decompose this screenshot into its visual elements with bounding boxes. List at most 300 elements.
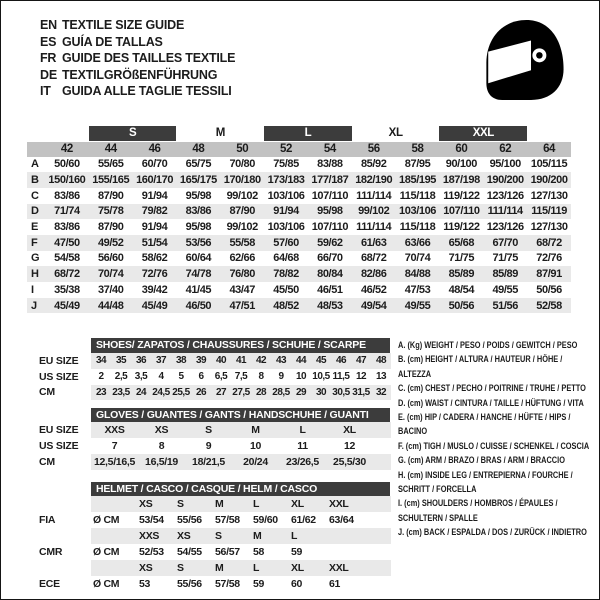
measurement-cell: 48/53 [308, 298, 352, 314]
measurement-cell: 103/106 [396, 204, 440, 220]
measurement-cell: 83/86 [176, 204, 220, 220]
size-cell: 26 [191, 385, 211, 401]
row-label-cell: G [27, 251, 45, 267]
measurement-cell: 87/95 [404, 158, 431, 171]
measurement-cell: 85/89 [483, 266, 527, 282]
size-cell: 31,5 [351, 385, 371, 401]
measurement-row-A [27, 157, 571, 173]
row-label-cell: US SIZE [31, 369, 91, 385]
language-row-fr [40, 50, 235, 67]
size-cell: 34 [91, 353, 111, 369]
legend-item-i: I. (cm) SHOULDERS / HOMBROS / ÉPAULES / SCHULTERN / SPALLE [398, 498, 558, 523]
size-cell: S [185, 422, 232, 438]
size-row-eu-size [31, 353, 391, 369]
measurement-cell: 107/110 [311, 189, 349, 202]
row-label-cell: B [27, 172, 45, 188]
size-cell: L [279, 422, 326, 438]
measurement-cell: 115/118 [399, 221, 436, 234]
language-code: DE [40, 67, 57, 82]
helmet-size-cell: M [251, 528, 289, 544]
size-cell: 2,5 [114, 371, 128, 383]
legend-item-e: E. (cm) HIP / CADERA / HANCHE / HÜFTE / HIPS / BACINO [398, 412, 571, 437]
row-label-cell: C [27, 188, 45, 204]
measurement-row-I [27, 282, 571, 298]
measurement-cell: 65/75 [185, 158, 212, 171]
measurement-cell: 75/85 [273, 158, 299, 171]
helmet-value-cell: 56/57 [215, 546, 240, 558]
measurement-cell: 107/110 [439, 204, 483, 220]
measurement-cell: 49/52 [89, 235, 133, 251]
size-cell: 48 [371, 353, 391, 369]
measurement-cell: 72/76 [133, 266, 177, 282]
measurement-cell: 74/78 [176, 266, 220, 282]
column-header-cell: 64 [527, 141, 571, 157]
filler-cell [365, 496, 391, 512]
measurement-cell: 95/98 [185, 189, 212, 202]
row-label-cell: J [27, 298, 45, 314]
size-cell: 18/21,5 [185, 454, 232, 470]
measurement-cell: 65/68 [439, 235, 483, 251]
size-cell: 23/26,5 [279, 454, 326, 470]
size-cell: 30 [311, 385, 331, 401]
helmet-size-cell: XXS [137, 528, 175, 544]
row-label-cell: D [27, 204, 45, 220]
helmet-size-cell: XL [289, 496, 327, 512]
size-cell: 8 [258, 371, 264, 383]
language-title: GUIDA ALLE TAGLIE TESSILI [62, 84, 232, 98]
size-cell: 35 [111, 353, 131, 369]
measurement-cell: 50/56 [536, 283, 562, 296]
gloves-section-title: GLOVES / GUANTES / GANTS / HANDSCHUHE / GUANTI [91, 408, 390, 423]
language-title: TEXTILGRÖßENFÜHRUNG [62, 67, 218, 82]
measurement-cell: 111/114 [356, 189, 392, 202]
size-cell: 27,5 [231, 385, 251, 401]
filler-cell [373, 454, 391, 470]
helmet-size-cell: XL [289, 560, 327, 576]
size-cell: 6,5 [214, 371, 228, 383]
row-label-cell: A [27, 157, 45, 173]
helmet-value-cell: 57/58 [215, 514, 240, 526]
measurement-cell: 46/50 [176, 298, 220, 314]
shoes-section-title: SHOES/ ZAPATOS / CHAUSSURES / SCHUHE / SCARPE [91, 338, 390, 353]
filler-cell [373, 438, 391, 454]
helmet-value-cell: 52/53 [139, 546, 164, 558]
size-cell: 5 [178, 371, 184, 383]
spacer-cell [27, 126, 89, 141]
language-code: ES [40, 34, 57, 49]
measurement-cell: 68/72 [45, 266, 89, 282]
measurement-cell: 60/64 [185, 252, 212, 265]
size-cell: 10 [249, 440, 262, 452]
helmet-size-cell: M [213, 496, 251, 512]
helmet-size-cell: XS [175, 528, 213, 544]
helmet-size-cell: S [175, 560, 213, 576]
spacer-cell [27, 141, 45, 157]
measurement-cell: 127/130 [530, 189, 568, 202]
measurement-cell: 48/52 [264, 298, 308, 314]
measurement-cell: 190/200 [483, 172, 527, 188]
measurement-cell: 173/183 [264, 172, 308, 188]
diameter-unit-cell: Ø CM [93, 514, 120, 526]
measurement-cell: 105/115 [530, 158, 568, 171]
size-cell: XS [138, 422, 185, 438]
measurement-cell: 37/40 [97, 283, 124, 296]
measurement-cell: 84/88 [396, 266, 440, 282]
measurement-cell: 59/62 [308, 235, 352, 251]
measurement-cell: 155/165 [89, 172, 133, 188]
size-cell: 44 [291, 353, 311, 369]
helmet-size-cell: M [213, 560, 251, 576]
language-code: IT [40, 84, 51, 98]
size-cell: 45 [311, 353, 331, 369]
size-cell: 28 [251, 385, 271, 401]
measurement-cell: 71/75 [448, 252, 475, 265]
measurement-cell: 51/54 [133, 235, 177, 251]
column-header-cell: 48 [176, 141, 220, 157]
column-header-cell: 56 [352, 141, 396, 157]
helmet-size-cell: XXL [327, 560, 365, 576]
size-cell: 11,5 [332, 371, 350, 383]
column-header-row [27, 141, 571, 157]
measurement-cell: 49/55 [396, 298, 440, 314]
measurement-cell: 87/90 [97, 221, 124, 234]
helmet-size-cell: XXL [327, 496, 365, 512]
size-group-cell-XXL: XXL [439, 126, 527, 141]
measurement-cell: 41/45 [185, 283, 212, 296]
measurement-cell: 111/114 [356, 221, 392, 234]
helmet-value-cell [327, 544, 365, 560]
size-cell: 12 [343, 440, 356, 452]
measurement-cell: 47/51 [220, 298, 264, 314]
spacer-cell [527, 126, 571, 141]
size-row-cm [31, 385, 391, 401]
measurement-row-D [27, 204, 571, 220]
size-cell: 23 [91, 385, 111, 401]
helmet-value-cell: 59 [253, 578, 265, 590]
measurement-cell: 91/94 [264, 204, 308, 220]
measurement-cell: 46/52 [360, 283, 387, 296]
measurement-cell: 63/66 [396, 235, 440, 251]
measurement-cell: 99/102 [352, 204, 396, 220]
measurement-row-J [27, 298, 571, 314]
size-cell: 20/24 [232, 454, 279, 470]
size-cell: 41 [231, 353, 251, 369]
measurement-cell: 68/72 [527, 235, 571, 251]
filler-cell [365, 528, 391, 544]
size-cell: 6 [198, 371, 204, 383]
size-group-cell-M: M [176, 126, 264, 141]
size-row-eu-size [31, 422, 391, 438]
row-label-cell: CM [31, 454, 91, 470]
helmet-value-cell: 59 [291, 546, 303, 558]
measurement-cell: 82/86 [352, 266, 396, 282]
measurement-cell: 90/100 [445, 158, 477, 171]
helmet-size-cell: L [251, 496, 289, 512]
measurement-cell: 182/190 [352, 172, 396, 188]
size-cell: 38 [171, 353, 191, 369]
size-cell: 30,5 [331, 385, 351, 401]
helmet-size-cell: S [175, 496, 213, 512]
helmet-value-cell: 61/62 [291, 514, 316, 526]
measurement-cell: 91/94 [141, 189, 168, 202]
measurement-cell: 103/106 [267, 189, 305, 202]
size-cell: 43 [271, 353, 291, 369]
measurement-legend [398, 338, 593, 540]
measurement-cell: 44/48 [89, 298, 133, 314]
size-cell: 10,5 [312, 371, 330, 383]
size-cell: 29 [291, 385, 311, 401]
measurement-cell: 185/195 [396, 172, 440, 188]
standard-label-cell: FIA [31, 512, 91, 528]
spacer-cell [31, 496, 91, 512]
helmet-values-row-cmr [31, 544, 391, 560]
filler-cell [365, 576, 391, 592]
measurement-cell: 35/38 [54, 283, 80, 296]
helmet-value-cell: 60 [291, 578, 303, 590]
size-cell: 27 [211, 385, 231, 401]
size-cell: M [232, 422, 279, 438]
measurement-cell: 85/89 [439, 266, 483, 282]
size-cell: XL [326, 422, 373, 438]
size-cell: 39 [191, 353, 211, 369]
legend-item-j: J. (cm) BACK / ESPALDA / DOS / ZURÜCK / INDIETRO [398, 527, 587, 538]
diameter-unit-cell: Ø CM [93, 578, 120, 590]
column-header-cell: 50 [220, 141, 264, 157]
size-cell: 13 [375, 371, 387, 383]
helmet-values-row-ece [31, 576, 391, 592]
helmet-value-cell: 55/56 [177, 514, 202, 526]
unit-spacer-cell [91, 496, 137, 512]
row-label-cell: CM [31, 385, 91, 401]
measurement-cell: 123/126 [486, 189, 524, 202]
measurement-cell: 127/130 [530, 221, 568, 234]
size-cell: 8 [158, 440, 165, 452]
size-cell: 42 [251, 353, 271, 369]
size-cell: 40 [211, 353, 231, 369]
measurement-cell: 45/49 [133, 298, 177, 314]
measurement-row-C [27, 188, 571, 204]
measurement-cell: 45/50 [273, 283, 299, 296]
measurement-cell: 79/82 [133, 204, 177, 220]
size-row-us-size [31, 438, 391, 454]
row-label-cell: E [27, 219, 45, 235]
helmet-value-cell: 57/58 [215, 578, 240, 590]
measurement-cell: 51/56 [483, 298, 527, 314]
language-title-list [40, 17, 235, 100]
measurement-cell: 45/49 [45, 298, 89, 314]
measurement-cell: 95/98 [308, 204, 352, 220]
legend-item-g: G. (cm) ARM / BRAZO / BRAS / ARM / BRACCIO [398, 455, 565, 466]
size-cell: 2 [98, 371, 104, 383]
size-cell: 4 [158, 371, 164, 383]
filler-cell [365, 560, 391, 576]
size-cell: 23,5 [111, 385, 131, 401]
helmet-size-cell: L [251, 560, 289, 576]
measurement-cell: 60/70 [141, 158, 168, 171]
measurement-cell: 43/47 [229, 283, 255, 296]
standard-label-cell: CMR [31, 544, 91, 560]
language-row-en [40, 17, 235, 34]
measurement-cell: 190/200 [527, 172, 571, 188]
measurement-cell: 54/58 [54, 252, 80, 265]
language-row-de [40, 67, 235, 84]
measurement-cell: 85/92 [360, 158, 387, 171]
measurement-cell: 72/76 [536, 252, 562, 265]
helmet-size-table [31, 496, 391, 592]
measurement-cell: 95/98 [185, 221, 212, 234]
measurement-cell: 55/58 [220, 235, 264, 251]
measurement-cell: 150/160 [45, 172, 89, 188]
measurement-cell: 187/198 [439, 172, 483, 188]
standard-label-cell: ECE [31, 576, 91, 592]
measurement-cell: 50/60 [54, 158, 80, 171]
row-label-cell: F [27, 235, 45, 251]
helmet-value-cell: 53/54 [139, 514, 164, 526]
measurement-cell: 64/68 [273, 252, 299, 265]
helmet-sizes-row-ece [31, 560, 391, 576]
helmet-value-cell: 58 [253, 546, 265, 558]
size-cell: 24 [131, 385, 151, 401]
unit-spacer-cell [91, 528, 137, 544]
filler-cell [373, 422, 391, 438]
measurement-cell: 58/62 [141, 252, 168, 265]
measurement-row-E [27, 219, 571, 235]
measurement-row-G [27, 251, 571, 267]
measurement-cell: 119/122 [443, 189, 480, 202]
helmet-value-cell: 59/60 [253, 514, 278, 526]
measurement-cell: 75/78 [89, 204, 133, 220]
measurement-cell: 119/122 [443, 221, 480, 234]
measurement-cell: 57/60 [264, 235, 308, 251]
measurement-cell: 49/55 [492, 283, 518, 296]
measurement-cell: 67/70 [483, 235, 527, 251]
helmet-size-cell: XS [137, 496, 175, 512]
helmet-value-cell: 54/55 [177, 546, 202, 558]
column-header-cell: 58 [396, 141, 440, 157]
measurement-cell: 53/56 [176, 235, 220, 251]
measurement-cell: 103/106 [267, 221, 305, 234]
helmet-sizes-row-fia [31, 496, 391, 512]
helmet-value-cell: 53 [139, 578, 151, 590]
row-label-cell: H [27, 266, 45, 282]
size-row-cm [31, 454, 391, 470]
helmet-section-title: HELMET / CASCO / CASQUE / HELM / CASCO [91, 482, 390, 497]
language-title: GUÍA DE TALLAS [62, 34, 163, 49]
row-label-cell: EU SIZE [31, 422, 91, 438]
size-cell: 36 [131, 353, 151, 369]
row-label-cell: US SIZE [31, 438, 91, 454]
measurement-cell: 95/100 [489, 158, 521, 171]
measurement-cell: 91/94 [141, 221, 168, 234]
measurement-cell: 47/50 [45, 235, 89, 251]
helmet-size-cell: S [213, 528, 251, 544]
measurement-cell: 50/56 [439, 298, 483, 314]
language-code: EN [40, 18, 57, 32]
measurement-cell: 62/66 [229, 252, 255, 265]
size-cell: 47 [351, 353, 371, 369]
measurement-cell: 160/170 [133, 172, 177, 188]
language-row-es [40, 34, 235, 51]
size-row-us-size [31, 369, 391, 385]
size-cell: 9 [205, 440, 212, 452]
size-cell: 46 [331, 353, 351, 369]
measurement-cell: 71/75 [492, 252, 518, 265]
size-cell: 25,5 [171, 385, 191, 401]
column-header-cell: 54 [308, 141, 352, 157]
measurement-cell: 123/126 [486, 221, 524, 234]
helmet-size-cell: XS [137, 560, 175, 576]
size-cell: 28,5 [271, 385, 291, 401]
measurement-row-H [27, 266, 571, 282]
size-cell: 7,5 [234, 371, 248, 383]
measurement-cell: 80/84 [308, 266, 352, 282]
spacer-cell [31, 560, 91, 576]
row-label-cell: EU SIZE [31, 353, 91, 369]
helmet-value-cell: 55/56 [177, 578, 202, 590]
measurement-cell: 46/51 [317, 283, 343, 296]
measurement-cell: 115/118 [399, 189, 436, 202]
measurement-cell: 39/42 [141, 283, 168, 296]
measurement-cell: 49/54 [352, 298, 396, 314]
legend-item-b: B. (cm) HEIGHT / ALTURA / HAUTEUR / HÖHE / ALTEZZA [398, 354, 563, 379]
measurement-cell: 99/102 [226, 189, 258, 202]
measurement-cell: 70/74 [89, 266, 133, 282]
measurement-cell: 170/180 [220, 172, 264, 188]
filler-cell [365, 512, 391, 528]
helmet-size-cell: L [289, 528, 327, 544]
measurement-cell: 87/90 [97, 189, 124, 202]
measurement-cell: 70/74 [404, 252, 431, 265]
diameter-unit-cell: Ø CM [93, 546, 120, 558]
measurement-cell: 68/72 [360, 252, 387, 265]
legend-item-a: A. (Kg) WEIGHT / PESO / POIDS / GEWITCH / PESO [398, 340, 578, 350]
size-cell: XXS [91, 422, 138, 438]
size-cell: 3,5 [134, 371, 148, 383]
size-cell: 25,5/30 [326, 454, 373, 470]
measurement-cell: 56/60 [97, 252, 124, 265]
measurement-cell: 48/54 [448, 283, 475, 296]
measurement-cell: 61/63 [352, 235, 396, 251]
measurement-cell: 66/70 [317, 252, 343, 265]
size-cell: 37 [151, 353, 171, 369]
unit-spacer-cell [91, 560, 137, 576]
size-cell: 16,5/19 [138, 454, 185, 470]
size-cell: 9 [278, 371, 284, 383]
size-cell: 11 [297, 440, 308, 452]
measurement-cell: 55/65 [97, 158, 124, 171]
measurement-cell: 115/119 [527, 204, 571, 220]
size-group-cell-L: L [264, 126, 352, 141]
legend-item-f: F. (cm) TIGH / MUSLO / CUISSE / SCHENKEL / COSCIA [398, 440, 590, 451]
measurement-cell: 71/74 [45, 204, 89, 220]
measurement-cell: 83/86 [54, 189, 80, 202]
filler-cell [365, 544, 391, 560]
column-header-cell: 46 [133, 141, 177, 157]
garment-size-table [27, 126, 571, 313]
column-header-cell: 44 [89, 141, 133, 157]
measurement-row-B [27, 172, 571, 188]
measurement-cell: 83/86 [54, 221, 80, 234]
measurement-cell: 107/110 [311, 221, 349, 234]
measurement-cell: 165/175 [176, 172, 220, 188]
size-group-header-row [27, 126, 571, 141]
measurement-cell: 177/187 [308, 172, 352, 188]
column-header-cell: 52 [264, 141, 308, 157]
column-header-cell: 42 [45, 141, 89, 157]
size-group-cell-XL: XL [352, 126, 440, 141]
spacer-cell [31, 528, 91, 544]
size-cell: 7 [111, 440, 118, 452]
